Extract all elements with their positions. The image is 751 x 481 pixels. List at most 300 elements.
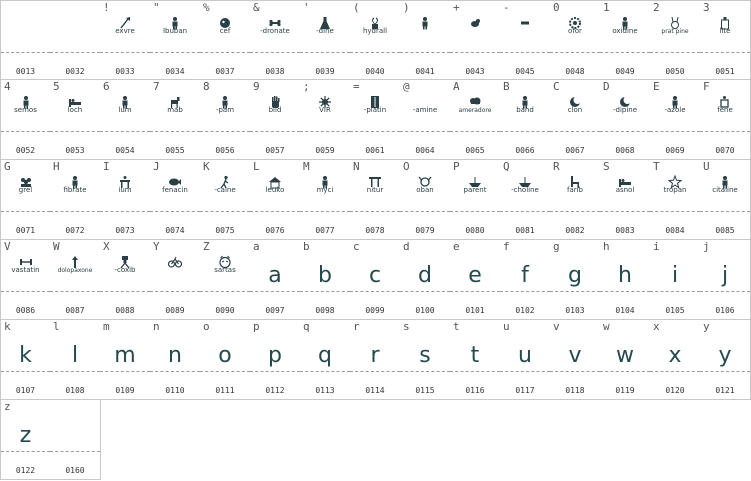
key-label: l: [53, 320, 60, 333]
char-code: 0072: [65, 226, 85, 235]
char-code: 0070: [715, 146, 735, 155]
baseline-divider: [450, 371, 500, 372]
glyph-cell: [600, 160, 651, 240]
key-label: U: [703, 160, 710, 173]
glyph-cell: [0, 400, 51, 480]
glyph-cell: [700, 320, 751, 400]
glyph-letter: u: [518, 343, 532, 368]
glyph-cell: [100, 240, 151, 320]
glyph-cell: [200, 240, 251, 320]
glyph-cell: [200, 320, 251, 400]
char-code: 0078: [365, 226, 385, 235]
baseline-divider: [200, 371, 250, 372]
glyph-cell: [600, 80, 651, 160]
key-label: q: [303, 320, 310, 333]
glyph-letter: g: [568, 263, 582, 288]
char-code: 0085: [715, 226, 735, 235]
char-code: 0037: [215, 67, 235, 76]
glyph-letter: c: [368, 263, 382, 288]
baseline-divider: [250, 52, 300, 53]
arrow-up-icon: [68, 254, 82, 268]
glyph-cell: [0, 160, 51, 240]
glyph-cell: [200, 80, 251, 160]
glyph-cell: [550, 0, 601, 80]
key-label: ': [303, 1, 310, 14]
baseline-divider: [150, 371, 200, 372]
glyph-cell: [350, 240, 401, 320]
baseline-divider: [500, 291, 550, 292]
glyph-cell: [100, 160, 151, 240]
key-label: =: [353, 80, 360, 93]
char-code: 0033: [115, 67, 135, 76]
glyph-cell: [300, 160, 351, 240]
baseline-divider: [300, 52, 350, 53]
char-code: 0061: [365, 146, 385, 155]
baseline-divider: [200, 211, 250, 212]
glyph-letter: j: [721, 263, 729, 288]
char-code: 0104: [615, 306, 635, 315]
char-code: 0112: [265, 386, 285, 395]
key-label: ): [403, 1, 410, 14]
glyph-caption: citaline: [712, 186, 738, 194]
char-code: 0113: [315, 386, 335, 395]
glyph-caption: -choline: [511, 186, 539, 194]
char-code: 0073: [115, 226, 135, 235]
char-code: 0121: [715, 386, 735, 395]
char-code: 0087: [65, 306, 85, 315]
glyph-cell: [200, 160, 251, 240]
char-code: 0110: [165, 386, 185, 395]
glyph-cell: [700, 160, 751, 240]
key-label: T: [653, 160, 660, 173]
baseline-divider: [350, 131, 400, 132]
glyph-cell: [700, 0, 751, 80]
glyph-cell: [250, 320, 301, 400]
glyph-letter: s: [419, 343, 431, 368]
char-code: 0051: [715, 67, 735, 76]
key-label: 9: [253, 80, 260, 93]
baseline-divider: [400, 371, 450, 372]
char-code: 0080: [465, 226, 485, 235]
glyph-letter: a: [268, 263, 282, 288]
char-code: 0059: [315, 146, 335, 155]
key-label: ": [153, 1, 160, 14]
glyph-cell: [150, 80, 201, 160]
key-label: %: [203, 1, 210, 14]
baseline-divider: [550, 131, 600, 132]
baseline-divider: [250, 291, 300, 292]
glyph-caption: exvre: [115, 27, 135, 35]
char-code: 0114: [365, 386, 385, 395]
baseline-divider: [650, 211, 700, 212]
key-label: K: [203, 160, 210, 173]
glyph-caption: ofor: [568, 27, 582, 35]
glyph-letter: y: [718, 343, 732, 368]
key-label: E: [653, 80, 660, 93]
glyph-caption: mab: [167, 106, 183, 114]
baseline-divider: [50, 291, 100, 292]
baseline-divider: [450, 52, 500, 53]
glyph-caption: -dine: [316, 27, 334, 35]
glyph-letter: q: [318, 343, 332, 368]
glyph-cell: [0, 80, 51, 160]
key-label: d: [403, 240, 410, 253]
glyph-caption: -dronate: [260, 27, 290, 35]
char-code: 0102: [515, 306, 535, 315]
char-code: 0068: [615, 146, 635, 155]
baseline-divider: [150, 291, 200, 292]
glyph-cell: [650, 80, 701, 160]
glyph-cell: [150, 240, 201, 320]
glyph-cell: [50, 0, 101, 80]
baseline-divider: [200, 291, 250, 292]
char-code: 0108: [65, 386, 85, 395]
baseline-divider: [300, 211, 350, 212]
glyph-caption: tropan: [663, 186, 687, 194]
baseline-divider: [300, 291, 350, 292]
baseline-divider: [100, 291, 150, 292]
char-code: 0056: [215, 146, 235, 155]
glyph-letter: p: [268, 343, 282, 368]
key-label: h: [603, 240, 610, 253]
char-code: 0122: [15, 466, 36, 475]
bird-icon: [468, 15, 482, 29]
char-code: 0109: [115, 386, 135, 395]
key-label: V: [4, 240, 11, 253]
glyph-cell: [700, 80, 751, 160]
key-label: z: [4, 400, 11, 413]
baseline-divider: [500, 131, 550, 132]
key-label: I: [103, 160, 110, 173]
glyph-cell: [600, 240, 651, 320]
char-code: 0071: [15, 226, 36, 235]
glyph-letter: w: [616, 343, 634, 368]
char-code: 0083: [615, 226, 635, 235]
baseline-divider: [50, 211, 100, 212]
char-code: 0076: [265, 226, 285, 235]
key-label: ;: [303, 80, 310, 93]
glyph-caption: ium: [118, 186, 132, 194]
baseline-divider: [100, 52, 150, 53]
char-code: 0065: [465, 146, 485, 155]
glyph-cell: [550, 80, 601, 160]
key-label: p: [253, 320, 260, 333]
glyph-cell: [500, 160, 551, 240]
key-label: D: [603, 80, 610, 93]
baseline-divider: [1, 451, 50, 452]
char-code: 0048: [565, 67, 585, 76]
glyph-caption: fenacin: [162, 186, 188, 194]
glyph-caption: lum: [118, 106, 132, 114]
char-code: 0103: [565, 306, 585, 315]
char-code: 0097: [265, 306, 285, 315]
glyph-cell: [50, 400, 101, 480]
glyph-caption: -pam: [215, 106, 235, 114]
key-label: H: [53, 160, 60, 173]
key-label: k: [4, 320, 11, 333]
baseline-divider: [450, 131, 500, 132]
glyph-caption: prat pine: [661, 28, 689, 35]
char-code: 0032: [65, 67, 85, 76]
glyph-letter: b: [318, 263, 332, 288]
baseline-divider: [500, 211, 550, 212]
glyph-cell: [150, 160, 201, 240]
baseline-divider: [700, 211, 750, 212]
key-label: 0: [553, 1, 560, 14]
baseline-divider: [1, 211, 50, 212]
key-label: Q: [503, 160, 510, 173]
key-label: 1: [603, 1, 610, 14]
key-label: 8: [203, 80, 210, 93]
char-code: 0075: [215, 226, 235, 235]
key-label: 5: [53, 80, 60, 93]
baseline-divider: [600, 371, 650, 372]
glyph-letter: k: [19, 343, 32, 368]
glyph-caption: grel: [18, 186, 33, 194]
key-label: @: [403, 80, 410, 93]
glyph-caption: -amine: [412, 106, 438, 114]
baseline-divider: [50, 371, 100, 372]
baseline-divider: [700, 131, 750, 132]
glyph-cell: [300, 80, 351, 160]
key-label: A: [453, 80, 460, 93]
baseline-divider: [150, 52, 200, 53]
key-label: +: [453, 1, 460, 14]
char-code: 0086: [15, 306, 36, 315]
key-label: o: [203, 320, 210, 333]
key-label: -: [503, 1, 510, 14]
char-code: 0077: [315, 226, 335, 235]
glyph-cell: [500, 320, 551, 400]
baseline-divider: [250, 131, 300, 132]
key-label: t: [453, 320, 460, 333]
char-code: 0111: [215, 386, 235, 395]
char-code: 0084: [665, 226, 685, 235]
glyph-cell: [400, 0, 451, 80]
glyph-letter: n: [168, 343, 182, 368]
glyph-cell: [350, 160, 401, 240]
glyph-caption: hydrall: [362, 27, 388, 35]
glyph-cell: [0, 240, 51, 320]
glyph-caption: parent: [463, 186, 487, 194]
glyph-letter: o: [218, 343, 232, 368]
glyph-cell: [650, 160, 701, 240]
char-code: 0039: [315, 67, 335, 76]
baseline-divider: [600, 52, 650, 53]
glyph-caption: Ibuban: [162, 27, 188, 35]
glyph-cell: [300, 320, 351, 400]
key-label: m: [103, 320, 110, 333]
baseline-divider: [500, 52, 550, 53]
glyph-caption: -dipine: [612, 106, 638, 114]
baseline-divider: [350, 291, 400, 292]
char-code: 0043: [465, 67, 485, 76]
glyph-cell: [50, 160, 101, 240]
key-label: e: [453, 240, 460, 253]
glyph-cell: [450, 80, 501, 160]
baseline-divider: [350, 211, 400, 212]
char-code: 0118: [565, 386, 585, 395]
char-code: 0040: [365, 67, 385, 76]
baseline-divider: [100, 211, 150, 212]
glyph-cell: [650, 320, 701, 400]
key-label: y: [703, 320, 710, 333]
key-label: &: [253, 1, 260, 14]
glyph-cell: [250, 240, 301, 320]
key-label: 7: [153, 80, 160, 93]
glyph-cell: [650, 0, 701, 80]
char-code: 0107: [15, 386, 36, 395]
key-label: P: [453, 160, 460, 173]
baseline-divider: [100, 131, 150, 132]
glyph-cell: [500, 80, 551, 160]
baseline-divider: [650, 52, 700, 53]
glyph-caption: clon: [567, 106, 583, 114]
baseline-divider: [550, 291, 600, 292]
key-label: n: [153, 320, 160, 333]
char-code: 0100: [415, 306, 435, 315]
glyph-letter: r: [370, 343, 380, 368]
key-label: c: [353, 240, 360, 253]
char-code: 0101: [465, 306, 485, 315]
char-code: 0066: [515, 146, 535, 155]
glyph-caption: semos: [14, 106, 37, 114]
baseline-divider: [1, 52, 50, 53]
glyph-caption: -azole: [664, 106, 686, 114]
glyph-cell: [100, 0, 151, 80]
glyph-caption: fibrate: [63, 186, 87, 194]
baseline-divider: [400, 131, 450, 132]
bicycle-icon: [168, 254, 182, 268]
glyph-letter: i: [671, 263, 679, 288]
glyph-cell: [600, 320, 651, 400]
key-label: j: [703, 240, 710, 253]
glyph-cell: [150, 320, 201, 400]
baseline-divider: [400, 52, 450, 53]
baseline-divider: [50, 451, 100, 452]
glyph-cell: [650, 240, 701, 320]
baseline-divider: [200, 52, 250, 53]
key-label: s: [403, 320, 410, 333]
glyph-cell: [450, 160, 501, 240]
key-label: x: [653, 320, 660, 333]
glyph-cell: [450, 320, 501, 400]
baseline-divider: [700, 371, 750, 372]
bar-icon: [518, 15, 532, 29]
key-label: J: [153, 160, 160, 173]
char-code: 0160: [65, 466, 85, 475]
char-code: 0034: [165, 67, 185, 76]
glyph-cell: [250, 80, 301, 160]
glyph-caption: ameradore: [458, 107, 492, 114]
char-code: 0117: [515, 386, 535, 395]
key-label: 3: [703, 1, 710, 14]
glyph-cell: [300, 0, 351, 80]
glyph-cell: [550, 160, 601, 240]
baseline-divider: [600, 211, 650, 212]
baseline-divider: [250, 371, 300, 372]
glyph-cell: [400, 320, 451, 400]
baseline-divider: [250, 211, 300, 212]
baseline-divider: [300, 131, 350, 132]
key-label: X: [103, 240, 110, 253]
glyph-caption: -coxib: [114, 266, 136, 274]
char-code: 0074: [165, 226, 185, 235]
glyph-cell: [400, 80, 451, 160]
glyph-caption: sartas: [214, 266, 236, 274]
glyph-cell: [500, 240, 551, 320]
char-code: 0116: [465, 386, 485, 395]
glyph-caption: dolopaxone: [57, 267, 93, 274]
baseline-divider: [700, 291, 750, 292]
char-code: 0081: [515, 226, 535, 235]
key-label: (: [353, 1, 360, 14]
glyph-caption: myci: [316, 186, 334, 194]
glyph-caption: -platin: [363, 106, 387, 114]
baseline-divider: [50, 131, 100, 132]
baseline-divider: [1, 131, 50, 132]
key-label: G: [4, 160, 11, 173]
rabbit-icon: [668, 15, 682, 29]
baseline-divider: [650, 131, 700, 132]
baseline-divider: [350, 371, 400, 372]
char-code: 0041: [415, 67, 435, 76]
glyph-cell: [450, 240, 501, 320]
glyph-letter: m: [114, 343, 136, 368]
char-code: 0105: [665, 306, 685, 315]
glyph-cell: [0, 0, 51, 80]
glyph-letter: x: [668, 343, 682, 368]
baseline-divider: [1, 371, 50, 372]
key-label: F: [703, 80, 710, 93]
glyph-caption: asnol: [615, 186, 635, 194]
baseline-divider: [350, 52, 400, 53]
glyph-caption: nitur: [366, 186, 384, 194]
baseline-divider: [200, 131, 250, 132]
glyph-caption: band: [516, 106, 534, 114]
char-code: 0098: [315, 306, 335, 315]
key-label: r: [353, 320, 360, 333]
key-label: 2: [653, 1, 660, 14]
key-label: Z: [203, 240, 210, 253]
baseline-divider: [550, 371, 600, 372]
glyph-cell: [200, 0, 251, 80]
char-code: 0038: [265, 67, 285, 76]
char-code: 0082: [565, 226, 585, 235]
char-code: 0099: [365, 306, 385, 315]
char-code: 0045: [515, 67, 535, 76]
glyph-cell: [550, 320, 601, 400]
char-code: 0057: [265, 146, 285, 155]
glyph-caption: farib: [566, 186, 584, 194]
char-code: 0050: [665, 67, 685, 76]
baseline-divider: [150, 131, 200, 132]
char-code: 0064: [415, 146, 435, 155]
glyph-cell: [100, 320, 151, 400]
glyph-cell: [400, 240, 451, 320]
key-label: i: [653, 240, 660, 253]
glyph-cell: [500, 0, 551, 80]
baseline-divider: [500, 371, 550, 372]
baseline-divider: [300, 371, 350, 372]
char-code: 0120: [665, 386, 685, 395]
glyph-cell: [350, 80, 401, 160]
glyph-cell: [300, 240, 351, 320]
key-label: M: [303, 160, 310, 173]
glyph-cell: [550, 240, 601, 320]
baseline-divider: [550, 52, 600, 53]
baseline-divider: [400, 291, 450, 292]
